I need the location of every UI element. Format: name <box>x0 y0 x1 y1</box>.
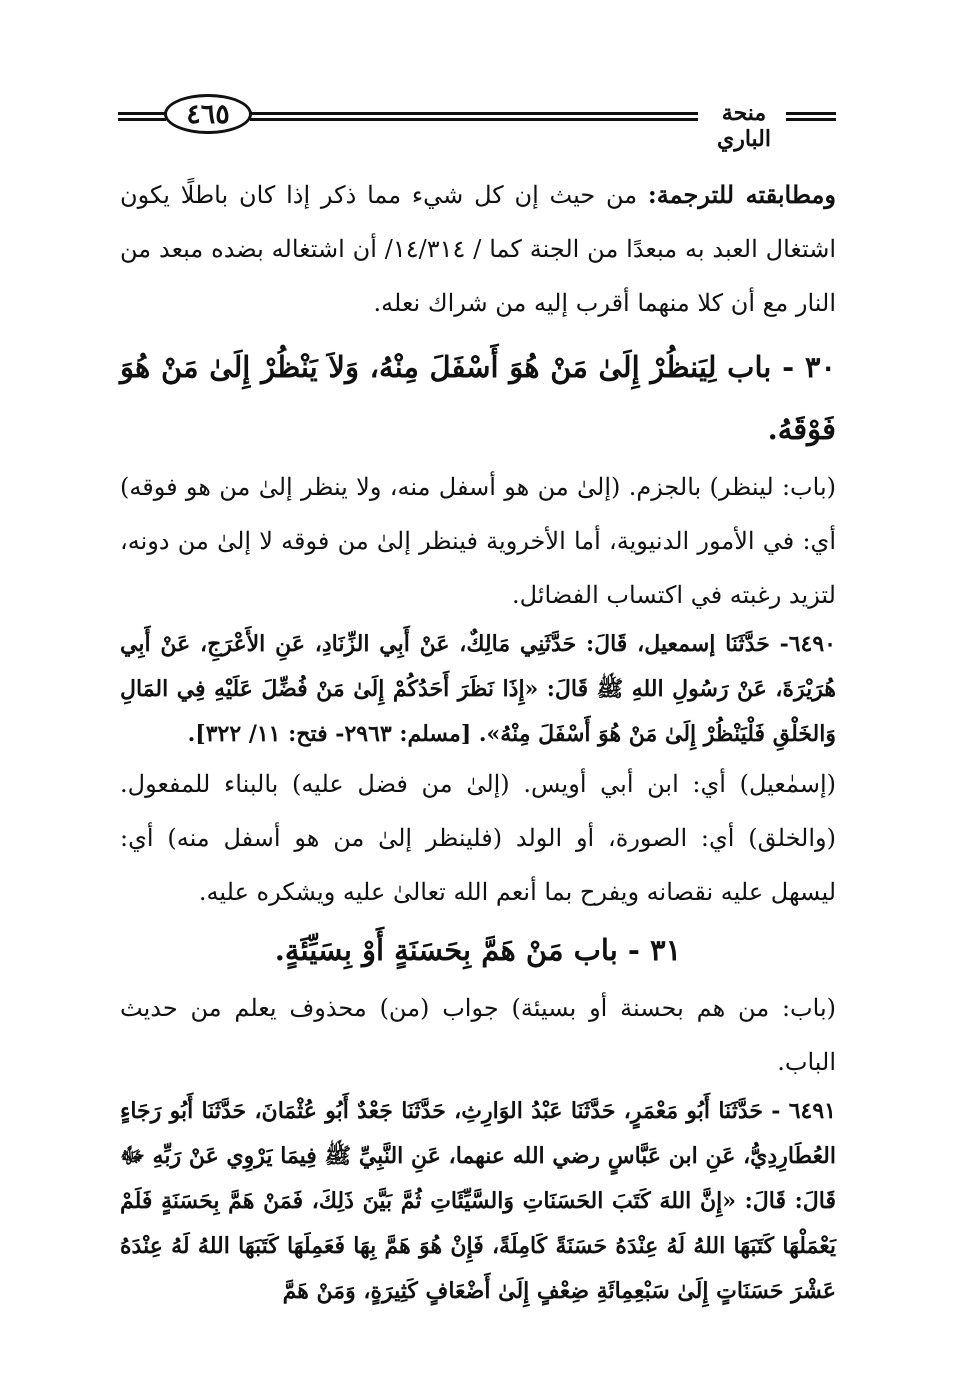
chapter-heading-31: ٣١ - باب مَنْ هَمَّ بِحَسَنَةٍ أَوْ بِسَيِّئَةٍ. <box>274 933 682 967</box>
page-number-oval <box>164 94 252 134</box>
running-title: منحة الباري <box>716 100 771 152</box>
hadith-text-6491: ٦٤٩١ - حَدَّثَنَا أَبُو مَعْمَرٍ، حَدَّثَنَا عَبْدُ الوَارِثِ، حَدَّثَنَا جَعْدٌ أَبُو عُثْمَانَ، حَدَّثَنَا أَبُو رَجَاءٍ العُطَارِدِيُّ، عَنِ ابن عَبَّاسٍ رضي الله عنهما، عَنِ النَّبِيِّ ﷺ فِيمَا يَرْوِي عَنْ رَبِّهِ ﷻ قَالَ: قَالَ: «إِنَّ اللهَ كَتَبَ الحَسَنَاتِ وَالسَّيِّئَاتِ ثُمَّ بَيَّنَ ذَلِكَ، فَمَنْ هَمَّ بِحَسَنَةٍ فَلَمْ يَعْمَلْهَا كَتَبَهَا اللهُ لَهُ عِنْدَهُ حَسَنَةً كَامِلَةً، فَإِنْ هُوَ هَمَّ بِهَا فَعَمِلَهَا كَتَبَهَا اللهُ لَهُ عِنْدَهُ عَشْرَ حَسَنَاتٍ إِلَىٰ سَبْعِمِائَةِ ضِعْفٍ إِلَىٰ أَضْعَافٍ كَثِيرَةٍ، وَمَنْ هَمَّ <box>120 1098 836 1304</box>
chapter-heading-30: ٣٠ - باب لِيَنظُرْ إِلَىٰ مَنْ هُوَ أَسْفَلَ مِنْهُ، وَلاَ يَنْظُرْ إِلَىٰ مَنْ هُوَ فَوْقَهُ. <box>120 350 836 446</box>
header-rule-middle <box>250 112 698 121</box>
commentary-paragraph: (باب: لينظر) بالجزم. (إلىٰ من هو أسفل منه، ولا ينظر إلىٰ من هو فوقه) أي: في الأمور الدنيوية، أما الأخروية فينظر إلىٰ من فوقه لا إلىٰ من دونه، لتزيد رغبته في اكتساب الفضائل. <box>120 473 836 609</box>
page-number: ٤٦٥ <box>186 98 230 130</box>
header-rule-left <box>118 112 166 121</box>
commentary-paragraph <box>120 168 836 330</box>
page-body <box>120 168 836 1314</box>
page-header <box>118 92 836 152</box>
paragraph-text: من حيث إن كل شيء مما ذكر إذا كان باطلًا يكون اشتغال العبد به مبعدًا من الجنة كما / ١٤/٣١٤/ أن اشتغاله بضده مبعد من النار مع أن كلا منهما أقرب إليه من شراك نعله. <box>120 181 836 317</box>
header-rule-right <box>786 112 836 121</box>
paragraph-lead: ومطابقته للترجمة: <box>647 180 836 209</box>
hadith-text-6490: ٦٤٩٠- حَدَّثَنَا إسمعيل، قَالَ: حَدَّثَنِي مَالِكٌ، عَنْ أَبِي الزِّنَادِ، عَنِ الأَعْرَجِ، عَنْ أَبِي هُرَيْرَةَ، عَنْ رَسُولِ اللهِ ﷺ قَالَ: «إِذَا نَظَرَ أَحَدُكُمْ إِلَىٰ مَنْ فُضِّلَ عَلَيْهِ فِي المَالِ وَالخَلْقِ فَلْيَنْظُرْ إِلَىٰ مَنْ هُوَ أَسْفَلَ مِنْهُ». [مسلم: ٢٩٦٣- فتح: ١١/ ٣٢٢]. <box>120 631 836 747</box>
commentary-paragraph: (باب: من هم بحسنة أو بسيئة) جواب (من) محذوف يعلم من حديث الباب. <box>120 994 836 1076</box>
commentary-paragraph: (إسمٰعيل) أي: ابن أبي أويس. (إلىٰ من فضل عليه) بالبناء للمفعول. (والخلق) أي: الصورة، أو الولد (فلينظر إلىٰ من هو أسفل منه) أي: ليسهل عليه نقصانه ويفرح بما أنعم الله تعالىٰ عليه ويشكره عليه. <box>120 770 836 906</box>
